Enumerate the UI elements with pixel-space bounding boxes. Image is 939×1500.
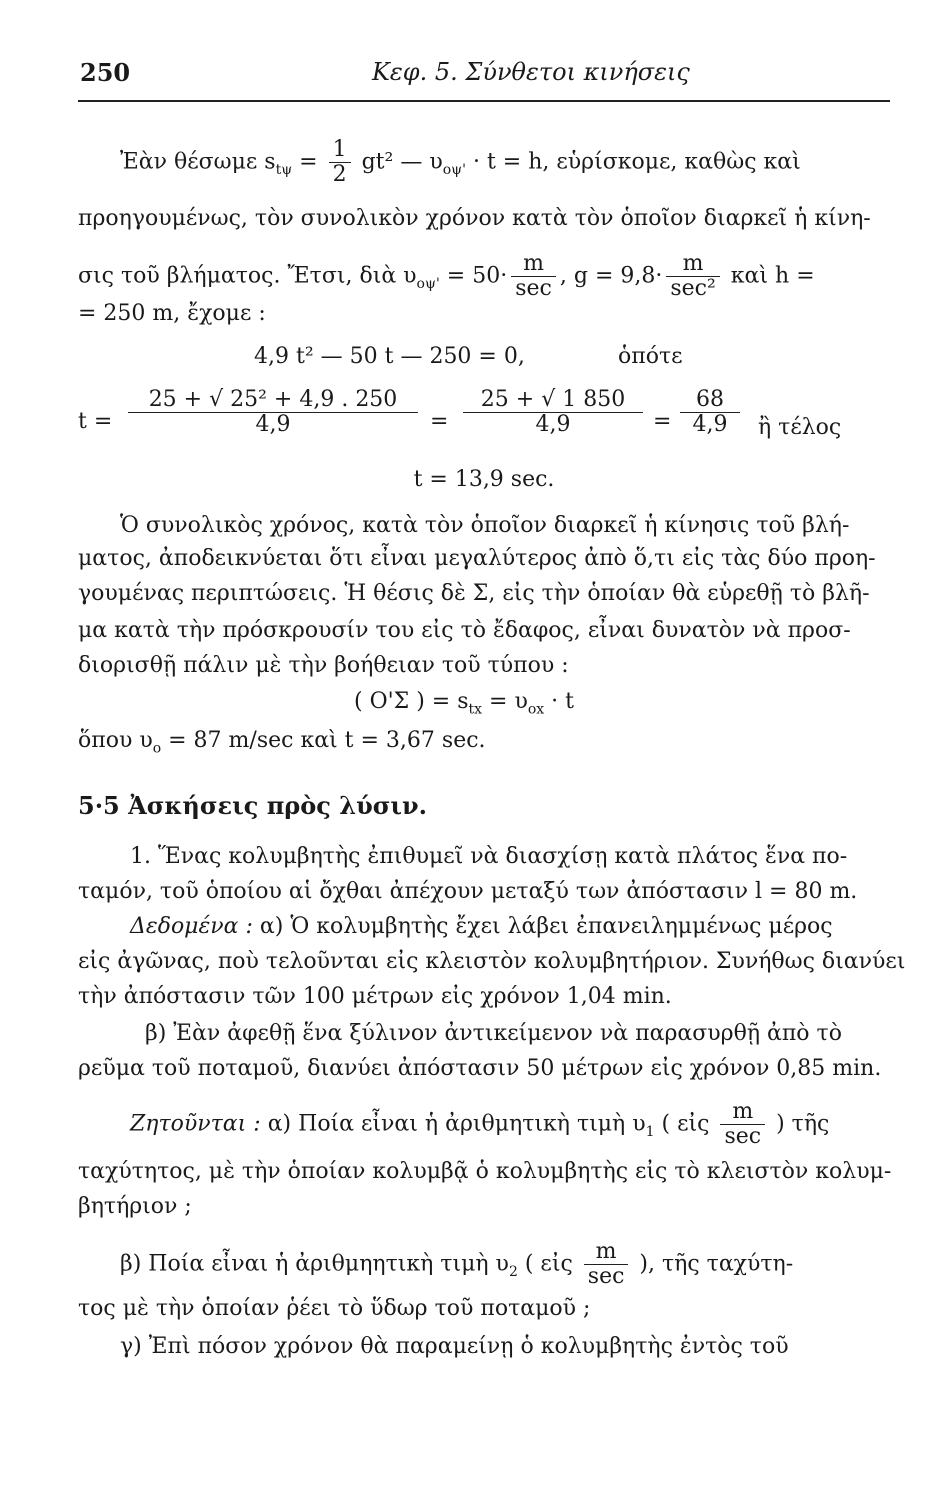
page-header — [80, 58, 889, 98]
fraction — [720, 1100, 765, 1149]
text-span: σις τοῦ βλήματος. Ἔτσι, διὰ υ — [78, 263, 417, 289]
text-span: ) τῆς — [769, 1111, 830, 1137]
fraction-numerator: 1 — [329, 138, 351, 163]
equation-text: = — [653, 409, 672, 434]
label-given: Δεδομένα : — [130, 914, 253, 939]
text-span: καὶ h = — [723, 263, 815, 289]
text-line: τὴν ἀπόστασιν τῶν 100 μέτρων εἰς χρόνον 1,04 min. — [78, 984, 672, 1009]
text-line — [78, 727, 890, 762]
text-span: β) Ποία εἶναι ἡ ἀριθμηητικὴ τιμὴ υ — [120, 1251, 509, 1277]
text-line: προηγουμένως, τὸν συνολικὸν χρόνον κατὰ τὸν ὁποῖον διαρκεῖ ἡ κίνη- — [78, 206, 871, 231]
text-line: γ) Ἐπὶ πόσον χρόνον θὰ παραμείνῃ ὁ κολυμβητὴς ἐντὸς τοῦ — [120, 1334, 789, 1359]
fraction — [584, 1240, 629, 1289]
text-span: = 87 m/sec καὶ t = 3,67 sec. — [161, 728, 486, 753]
text-span: ὅπου υ — [78, 728, 153, 753]
text-line: ταμόν, τοῦ ὁποίου αἱ ὄχθαι ἀπέχουν μεταξύ των ἀπόστασιν l = 80 m. — [78, 879, 858, 904]
subscript: οx — [527, 701, 545, 718]
fraction — [128, 388, 418, 437]
fraction — [666, 252, 719, 301]
text-line: = 250 m, ἔχομε : — [78, 301, 266, 326]
text-line — [130, 1100, 890, 1149]
text-line — [130, 913, 890, 941]
text-line: β) Ἐὰν ἀφεθῇ ἕνα ξύλινον ἀντικείμενον νὰ παρασυρθῇ ἀπὸ τὸ — [145, 1021, 842, 1046]
text-span: , g = 9,8· — [559, 263, 663, 289]
fraction — [511, 252, 556, 301]
page-number: 250 — [80, 58, 131, 87]
text-span: α) Ὁ κολυμβητὴς ἔχει λάβει ἐπανειλημμένως μέρος — [252, 914, 833, 939]
text-span: · t = h, εὑρίσκομε, καθὼς καὶ — [465, 149, 801, 175]
fraction-denominator: sec — [724, 1124, 762, 1149]
fraction-denominator: sec — [587, 1264, 625, 1289]
fraction-numerator: 68 — [680, 388, 740, 413]
equation-text: t = — [78, 409, 113, 434]
subscript: οψ' — [442, 161, 466, 178]
equation-text: · t — [544, 689, 574, 714]
equation-text: 4,9 t² — 50 t — 250 = 0, — [254, 344, 525, 369]
fraction — [680, 388, 740, 437]
text-span: ( εἰς — [654, 1111, 717, 1137]
text-line: ταχύτητος, μὲ τὴν ὁποίαν κολυμβᾷ ὁ κολυμβητὴς εἰς τὸ κλειστὸν κολυμ- — [78, 1159, 892, 1184]
label-required: Ζητοῦνται : — [130, 1111, 261, 1137]
text-line — [120, 138, 890, 187]
text-span: = 50· — [439, 263, 508, 289]
subscript: tψ — [275, 161, 293, 178]
equation-text: ἢ τέλος — [758, 415, 842, 440]
subscript: οψ' — [416, 275, 440, 292]
equation-text: = — [430, 409, 449, 434]
fraction-numerator: m — [666, 252, 719, 277]
fraction-numerator: m — [584, 1240, 629, 1265]
fraction-denominator: 4,9 — [255, 412, 291, 437]
text-span: = — [292, 149, 325, 175]
text-line: ματος, ἀποδεικνύεται ὅτι εἶναι μεγαλύτερος ἀπὸ ὅ,τι εἰς τὰς δύο προη- — [78, 546, 876, 571]
equation: t = 13,9 sec. — [413, 467, 555, 492]
fraction-denominator: sec² — [670, 276, 716, 301]
text-line: τος μὲ τὴν ὁποίαν ῥέει τὸ ὕδωρ τοῦ ποταμοῦ ; — [78, 1296, 591, 1321]
subscript: 1 — [645, 1123, 655, 1140]
text-line — [120, 1240, 890, 1289]
text-line: Ὁ συνολικὸς χρόνος, κατὰ τὸν ὁποῖον διαρκεῖ ἡ κίνησις τοῦ βλή- — [120, 513, 850, 538]
header-rule — [78, 100, 890, 102]
fraction-numerator: 25 + √ 1 850 — [463, 388, 643, 413]
fraction-denominator: 4,9 — [535, 412, 571, 437]
equation-text: = υ — [482, 689, 528, 714]
text-line: γουμένας περιπτώσεις. Ἡ θέσις δὲ Σ, εἰς τὴν ὁποίαν θὰ εὑρεθῇ τὸ βλῆ- — [78, 581, 870, 606]
text-line: ρεῦμα τοῦ ποταμοῦ, διανύει ἀπόστασιν 50 μέτρων εἰς χρόνον 0,85 min. — [78, 1056, 882, 1081]
text-span: ), τῆς ταχύτη- — [632, 1251, 794, 1277]
text-line: 1. Ἕνας κολυμβητὴς ἐπιθυμεῖ νὰ διασχίσῃ κατὰ πλάτος ἕνα πο- — [130, 844, 848, 869]
text-line: βητήριον ; — [78, 1194, 192, 1219]
subscript: ο — [152, 740, 162, 757]
subscript: 2 — [508, 1263, 518, 1280]
equation-text: ( O'Σ ) = s — [354, 689, 469, 714]
text-span: Ἐὰν θέσωμε s — [120, 149, 276, 175]
fraction-numerator: m — [511, 252, 556, 277]
text-span: ( εἰς — [517, 1251, 580, 1277]
fraction-denominator: 4,9 — [692, 412, 728, 437]
equation-fraction — [78, 388, 890, 458]
fraction-denominator: sec — [515, 276, 552, 301]
fraction — [463, 388, 643, 437]
text-span: gt² — υ — [354, 149, 443, 175]
fraction — [329, 138, 351, 187]
subscript: tx — [468, 701, 483, 718]
section-heading: 5·5 Ἀσκήσεις πρὸς λύσιν. — [78, 791, 428, 820]
text-line: εἰς ἀγῶνας, ποὺ τελοῦνται εἰς κλειστὸν κολυμβητήριον. Συνήθως διανύει — [78, 949, 906, 974]
fraction-numerator: 25 + √ 25² + 4,9 . 250 — [128, 388, 418, 413]
running-title: Κεφ. 5. Σύνθετοι κινήσεις — [372, 58, 690, 86]
text-line — [78, 252, 890, 301]
text-span: α) Ποία εἶναι ἡ ἀριθμητικὴ τιμὴ υ — [260, 1111, 646, 1137]
fraction-numerator: m — [720, 1100, 765, 1125]
text-line: διορισθῇ πάλιν μὲ τὴν βοήθειαν τοῦ τύπου : — [78, 653, 569, 678]
fraction-denominator: 2 — [332, 162, 347, 187]
text-line: μα κατὰ τὴν πρόσκρουσίν του εἰς τὸ ἔδαφος, εἶναι δυνατὸν νὰ προσ- — [78, 618, 851, 643]
equation-text: ὁπότε — [618, 344, 683, 369]
